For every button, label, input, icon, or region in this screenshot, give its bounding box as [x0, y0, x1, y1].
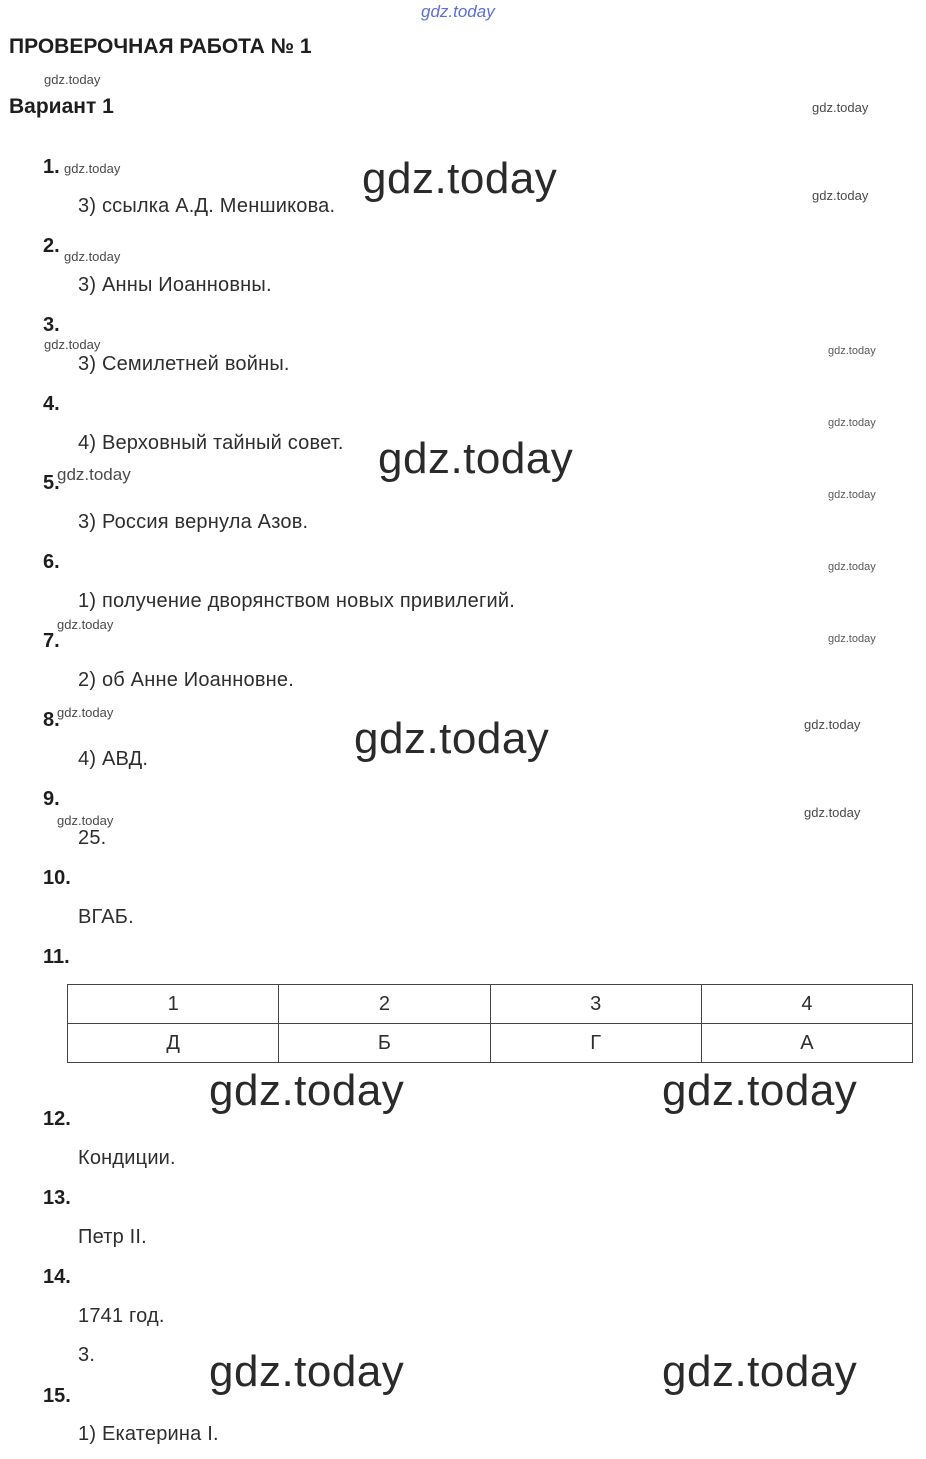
question-number: 15. [43, 1385, 71, 1407]
watermark-large: gdz.today [209, 1347, 405, 1396]
answer: 25. [78, 827, 107, 849]
matching-table [67, 984, 913, 1063]
question-number: 8. [43, 709, 60, 731]
watermark: gdz.today [44, 72, 101, 87]
question-number: 13. [43, 1187, 71, 1209]
question-number: 5. [43, 472, 60, 494]
table-cell: Д [68, 1024, 279, 1063]
answer: ВГАБ. [78, 906, 134, 928]
answer: 3) Россия вернула Азов. [78, 511, 309, 533]
table-row [68, 985, 913, 1024]
table-cell: 2 [279, 985, 490, 1024]
watermark-large: gdz.today [354, 714, 550, 763]
variant-heading: Вариант 1 [9, 95, 114, 118]
answer: 1) получение дворянством новых привилегий. [78, 590, 515, 612]
answer: Кондиции. [78, 1147, 176, 1169]
table-row [68, 1024, 913, 1063]
watermark: gdz.today [828, 417, 876, 429]
watermark: gdz.today [812, 100, 869, 115]
watermark: gdz.today [57, 465, 131, 484]
page-title: ПРОВЕРОЧНАЯ РАБОТА № 1 [9, 35, 312, 58]
watermark-large: gdz.today [378, 434, 574, 483]
question-number: 7. [43, 630, 60, 652]
watermark: gdz.today [64, 161, 121, 176]
question-number: 14. [43, 1266, 71, 1288]
watermark: gdz.today [804, 805, 861, 820]
watermark: gdz.today [812, 188, 869, 203]
watermark: gdz.today [57, 617, 114, 632]
question-number: 11. [43, 946, 70, 968]
answer: 3) ссылка А.Д. Меншикова. [78, 195, 336, 217]
question-number: 4. [43, 393, 60, 415]
answer: 2) об Анне Иоанновне. [78, 669, 294, 691]
question-number: 9. [43, 788, 60, 810]
question-number: 3. [43, 314, 60, 336]
answer: Петр II. [78, 1226, 147, 1248]
watermark: gdz.today [57, 813, 114, 828]
watermark: gdz.today [57, 705, 114, 720]
answer: 4) Верховный тайный совет. [78, 432, 344, 454]
watermark: gdz.today [804, 717, 861, 732]
answer: 1741 год. [78, 1305, 165, 1327]
answer: 4) АВД. [78, 748, 149, 770]
question-number: 12. [43, 1108, 71, 1130]
watermark: gdz.today [828, 561, 876, 573]
table-cell: Б [279, 1024, 490, 1063]
watermark: gdz.today [828, 633, 876, 645]
table-cell: 1 [68, 985, 279, 1024]
answer: 3) Анны Иоанновны. [78, 274, 272, 296]
watermark: gdz.today [44, 337, 101, 352]
table-cell: Г [490, 1024, 701, 1063]
watermark-large: gdz.today [662, 1347, 858, 1396]
table-cell: А [701, 1024, 912, 1063]
watermark: gdz.today [828, 345, 876, 357]
question-number: 10. [43, 867, 71, 889]
watermark-top: gdz.today [421, 2, 495, 21]
question-number: 1. [43, 156, 60, 178]
answer: 1) Екатерина I. [78, 1423, 219, 1445]
question-number: 2. [43, 235, 60, 257]
watermark-large: gdz.today [662, 1066, 858, 1115]
watermark: gdz.today [64, 249, 121, 264]
watermark: gdz.today [828, 489, 876, 501]
question-number: 6. [43, 551, 60, 573]
watermark-large: gdz.today [362, 154, 558, 203]
table-cell: 3 [490, 985, 701, 1024]
answer-extra: 3. [78, 1344, 96, 1366]
watermark-large: gdz.today [209, 1066, 405, 1115]
table-cell: 4 [701, 985, 912, 1024]
answer: 3) Семилетней войны. [78, 353, 290, 375]
